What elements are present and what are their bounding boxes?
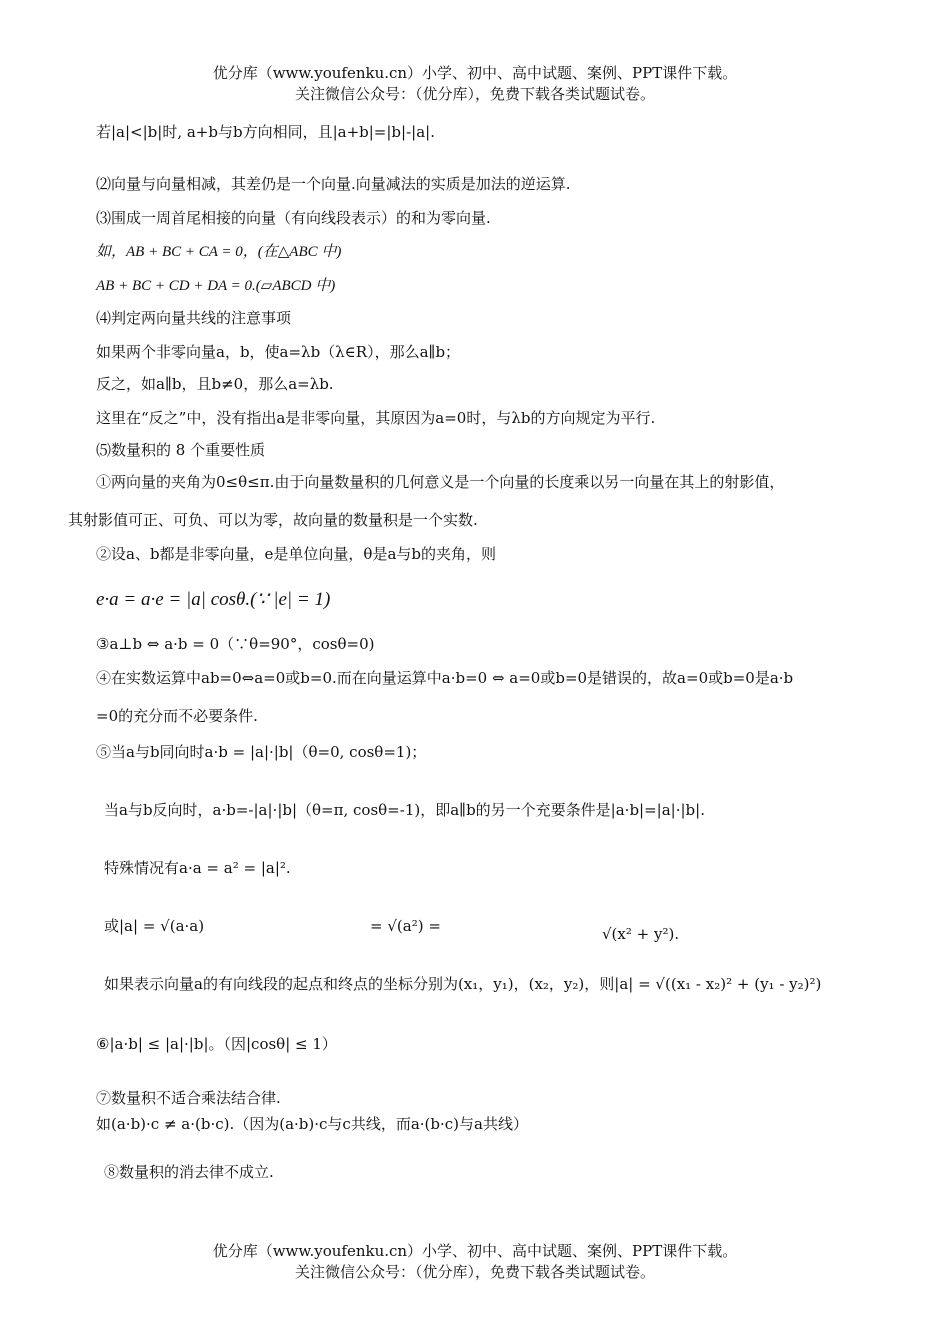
formula-line: 如果表示向量a的有向线段的起点和终点的坐标分别为(x₁，y₁)，(x₂，y₂)，则|a| = √((x₁ - x₂)² + (y₁ - y₂)²) [104,975,822,993]
text-line: 其射影值可正、可负、可以为零，故向量的数量积是一个实数. [68,511,478,529]
text-line: 若|a|<|b|时, a+b与b方向相同，且|a+b|=|b|-|a|. [96,123,435,141]
formula-line: ③a⊥b ⇔ a·b = 0（∵θ=90°，cosθ=0) [96,635,375,653]
text-line: ②设a、b都是非零向量，e是单位向量，θ是a与b的夹角，则 [96,545,497,563]
text-line: =0的充分而不必要条件. [96,707,258,725]
text-line: ⑧数量积的消去律不成立. [104,1163,274,1181]
formula-line: e·a = a·e = |a| cosθ.(∵ |e| = 1) [96,589,331,610]
formula-line: 特殊情况有a·a = a² = |a|². [104,859,291,877]
text-line: ⑵向量与向量相减，其差仍是一个向量.向量减法的实质是加法的逆运算. [96,175,571,193]
formula-line: ⑤当a与b同向时a·b = |a|·|b|（θ=0, cosθ=1)； [96,743,427,761]
formula-line: √(x² + y²). [602,925,680,943]
header-line-1: 优分库（www.youfenku.cn）小学、初中、高中试题、案例、PPT课件下载。 [212,64,738,82]
header-line-2: 关注微信公众号：（优分库），免费下载各类试题试卷。 [294,85,655,103]
text-line: ⑷判定两向量共线的注意事项 [96,309,292,327]
text-line: ④在实数运算中ab=0⇔a=0或b=0.而在向量运算中a·b=0 ⇔ a=0或b=0是错误的，故a=0或b=0是a·b [96,669,794,687]
text-line: 这里在“反之”中，没有指出a是非零向量，其原因为a=0时，与λb的方向规定为平行. [96,409,656,427]
formula-line: 如，AB + BC + CA = 0，(在△ABC 中) [96,244,342,260]
footer-line-1: 优分库（www.youfenku.cn）小学、初中、高中试题、案例、PPT课件下载。 [212,1242,738,1260]
formula-line: 或|a| = √(a·a) [104,917,205,935]
formula-line: 当a与b反向时，a·b=-|a|·|b|（θ=π, cosθ=-1)，即a∥b的另一个充要条件是|a·b|=|a|·|b|. [104,801,705,819]
formula-line: 如(a·b)·c ≠ a·(b·c).（因为(a·b)·c与c共线，而a·(b·c)与a共线） [96,1115,528,1133]
text-line: ⑸数量积的 8 个重要性质 [96,441,266,459]
text-line: 反之，如a∥b，且b≠0，那么a=λb. [96,375,334,393]
text-line: ①两向量的夹角为0≤θ≤π.由于向量数量积的几何意义是一个向量的长度乘以另一向量在其上的射影值， [96,473,785,491]
text-line: ⑦数量积不适合乘法结合律. [96,1089,281,1107]
text-line: ⑶围成一周首尾相接的向量（有向线段表示）的和为零向量. [96,209,491,227]
text-line: 如果两个非零向量a，b，使a=λb（λ∈R），那么a∥b； [96,343,461,361]
formula-line: = √(a²) = [370,917,441,935]
formula-line: AB + BC + CD + DA = 0.(▱ABCD 中) [96,278,336,294]
formula-line: ⑥|a·b| ≤ |a|·|b|。（因|cosθ| ≤ 1） [96,1035,337,1053]
footer-line-2: 关注微信公众号：（优分库），免费下载各类试题试卷。 [294,1263,655,1281]
